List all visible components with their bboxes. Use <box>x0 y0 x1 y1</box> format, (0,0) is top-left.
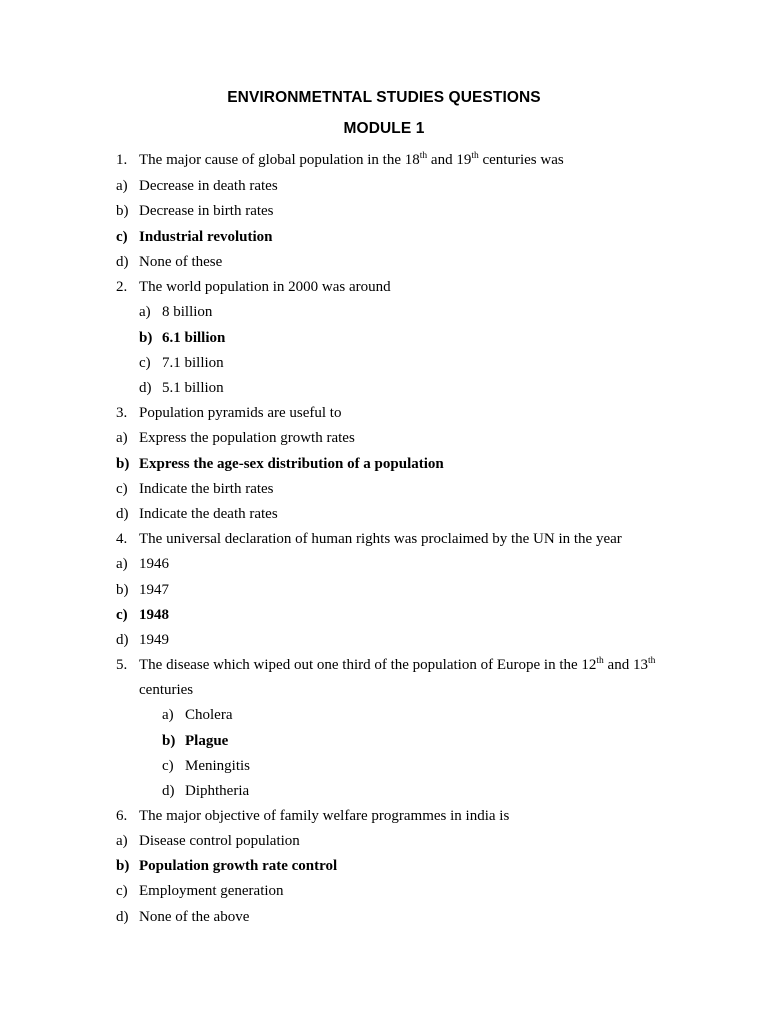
module-heading: MODULE 1 <box>343 120 425 137</box>
option-text: 6.1 billion <box>162 330 226 346</box>
question-text: The disease which wiped out one third of the population of Europe in the 12th and 13th <box>139 656 656 673</box>
option-label: d) <box>162 783 175 799</box>
question-number: 4. <box>116 531 128 547</box>
option-label: c) <box>116 883 128 899</box>
option-label: b) <box>116 203 129 219</box>
option-text: 5.1 billion <box>162 380 224 396</box>
option-text: Cholera <box>185 707 233 723</box>
option-text: None of the above <box>139 909 250 925</box>
option-label: a) <box>116 178 128 194</box>
option-label: a) <box>116 430 128 446</box>
document-title: ENVIRONMETNTAL STUDIES QUESTIONS <box>227 89 541 106</box>
option-label: a) <box>162 707 174 723</box>
option-text: 1946 <box>139 556 169 572</box>
option-text: Decrease in death rates <box>139 178 278 194</box>
option-text: Indicate the birth rates <box>139 481 274 497</box>
question-text: The major cause of global population in the 18th and 19th centuries was <box>139 151 564 168</box>
option-text: 1947 <box>139 582 169 598</box>
option-text: Indicate the death rates <box>139 506 278 522</box>
question-text: The major objective of family welfare programmes in india is <box>139 808 510 824</box>
question-number: 6. <box>116 808 128 824</box>
option-text: Express the population growth rates <box>139 430 355 446</box>
option-text: None of these <box>139 254 223 270</box>
option-label: b) <box>116 858 130 874</box>
option-label: b) <box>116 582 129 598</box>
option-text: Express the age-sex distribution of a population <box>139 456 444 472</box>
option-text: 1949 <box>139 632 169 648</box>
option-text: Industrial revolution <box>139 229 273 245</box>
option-text: 7.1 billion <box>162 355 224 371</box>
option-label: c) <box>116 229 128 245</box>
option-label: d) <box>116 506 129 522</box>
option-text: Decrease in birth rates <box>139 203 274 219</box>
option-text: 1948 <box>139 607 169 623</box>
question-number: 1. <box>116 152 128 168</box>
option-text: Plague <box>185 733 229 749</box>
question-number: 3. <box>116 405 128 421</box>
option-label: b) <box>139 330 153 346</box>
option-label: c) <box>139 355 151 371</box>
option-label: d) <box>116 632 129 648</box>
option-label: c) <box>116 607 128 623</box>
option-label: d) <box>116 909 129 925</box>
option-label: c) <box>162 758 174 774</box>
option-text: 8 billion <box>162 304 213 320</box>
option-label: a) <box>116 556 128 572</box>
question-text: Population pyramids are useful to <box>139 405 342 421</box>
option-text: Meningitis <box>185 758 251 774</box>
option-label: d) <box>116 254 129 270</box>
option-label: c) <box>116 481 128 497</box>
option-text: Diphtheria <box>185 783 250 799</box>
question-text: The universal declaration of human rights was proclaimed by the UN in the year <box>139 531 622 547</box>
option-label: b) <box>116 456 130 472</box>
option-text: Disease control population <box>139 833 300 849</box>
question-text-continued: centuries <box>139 682 194 698</box>
question-number: 5. <box>116 657 128 673</box>
option-label: a) <box>139 304 151 320</box>
question-number: 2. <box>116 279 128 295</box>
question-text: The world population in 2000 was around <box>139 279 391 295</box>
option-label: d) <box>139 380 152 396</box>
option-text: Employment generation <box>139 883 284 899</box>
option-label: a) <box>116 833 128 849</box>
option-text: Population growth rate control <box>139 858 338 874</box>
option-label: b) <box>162 733 176 749</box>
